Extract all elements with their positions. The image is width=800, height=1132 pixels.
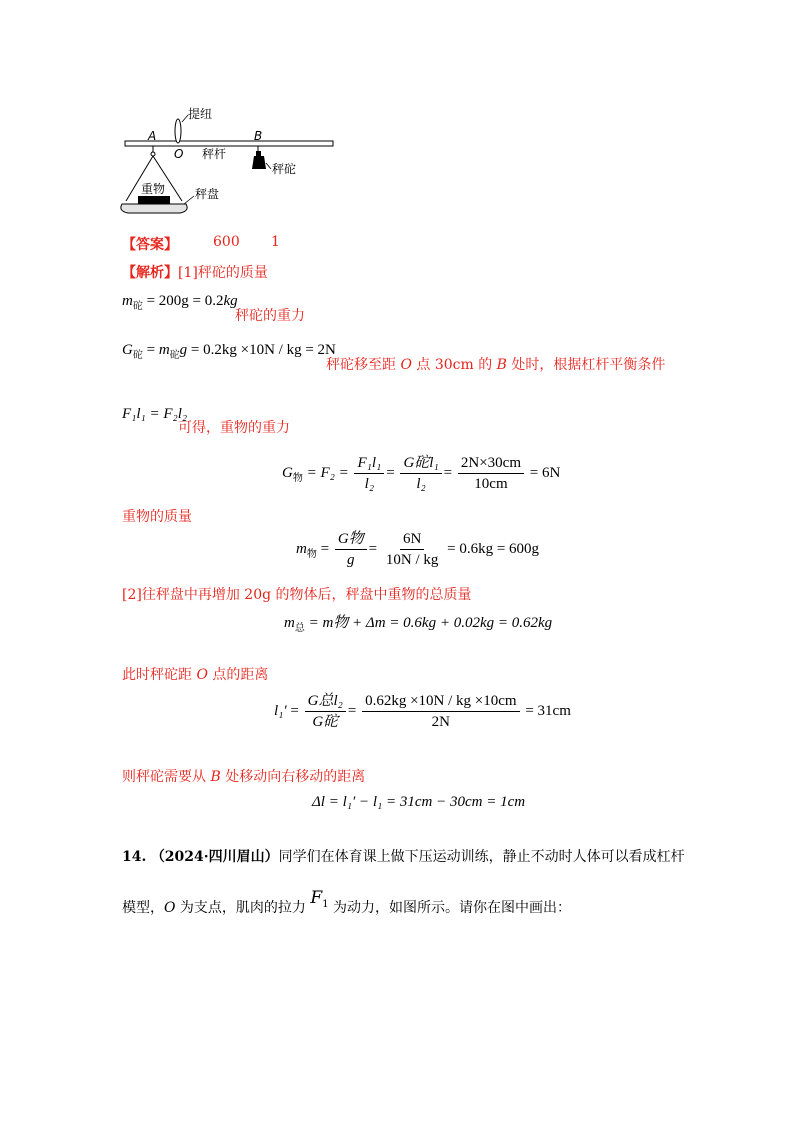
analysis-text-1: [1]秤砣的质量 (178, 265, 268, 281)
answer-label: 【答案】 (122, 237, 178, 253)
label-b: B (254, 129, 263, 143)
question-14-line-1 (122, 846, 685, 866)
analysis-mass-title: 重物的质量 (122, 509, 192, 525)
label-zhongwu: 重物 (141, 182, 166, 196)
heavy-object (138, 196, 170, 204)
scale-pan (121, 204, 187, 213)
equation-7: l₁′ = $\frac{\text{G总l₂}}{\text{G砣}}$ = $\frac{0.62kg \times 10N / kg \times 10cm}{2N}$ = 31cm (274, 693, 571, 730)
answer-line (122, 234, 178, 254)
label-o: O (174, 147, 184, 161)
equation-1: $m_砣 = 200g = 0.2kg$ (122, 293, 238, 312)
analysis-text-move: 秤砣移至距 O 点 30cm 的 B 处时，根据杠杆平衡条件 (326, 357, 666, 373)
equation-8: Δl = l₁′ − l₁ = 31cm − 30cm = 1cm (312, 794, 526, 810)
question-number: 14. (122, 849, 147, 865)
equation-6: $m_总 = m$物 + Δm = 0.6kg + 0.02kg = 0.62kg (284, 615, 553, 634)
analysis-line-4: 则秤砣需要从 B 处移动向右移动的距离 (122, 769, 366, 785)
label-tizu: 提纽 (188, 107, 213, 121)
label-chengpan: 秤盘 (195, 187, 220, 201)
label-chengtuo: 秤砣 (272, 162, 297, 176)
equation-4: $G_物 = F_2$ = $\frac{\text{F₁l₁}}{\text{l₂}}$ = $\frac{\text{G砣l₁}}{\text{l₂}}$ = $\frac{2N\times 30cm}{10cm}$ = 6N (282, 455, 561, 492)
answer-value-1: 600 (213, 234, 240, 250)
equation-5: $m_物$ = $\frac{\text{G物}}{g}$ = $\frac{6N}{10N / kg}$ = 0.6kg = 600g (296, 531, 540, 568)
lifting-ring (175, 119, 181, 143)
question-14-line-2: 模型，O 为支点，肌肉的拉力 $F^1$ 为动力，如图所示。请你在图中画出： (122, 888, 572, 916)
question-text-1: 同学们在体育课上做下压运动训练，静止不动时人体可以看成杠杆 (278, 849, 685, 865)
question-source: （2024·四川眉山） (150, 849, 279, 865)
analysis-line-1 (122, 262, 268, 282)
label-chenggan: 秤杆 (202, 147, 227, 161)
analysis-label: 【解析】 (122, 265, 178, 281)
analysis-text-get: 可得，重物的重力 (178, 420, 290, 436)
analysis-text-gravity: 秤砣的重力 (235, 308, 305, 324)
analysis-line-2: [2]往秤盘中再增加 20g 的物体后，秤盘中重物的总质量 (122, 587, 472, 603)
steelyard-figure (120, 100, 340, 218)
equation-2: $G_砣 = m_砣g = 0.2kg \times 10N$ / kg = 2N (122, 342, 336, 361)
analysis-line-3: 此时秤砣距 O 点的距离 (122, 667, 269, 683)
counterweight (252, 156, 266, 169)
equation-3: F₁l₁ = F₂l₂ (122, 406, 188, 422)
answer-value-2: 1 (271, 234, 280, 250)
label-a: A (148, 129, 157, 143)
